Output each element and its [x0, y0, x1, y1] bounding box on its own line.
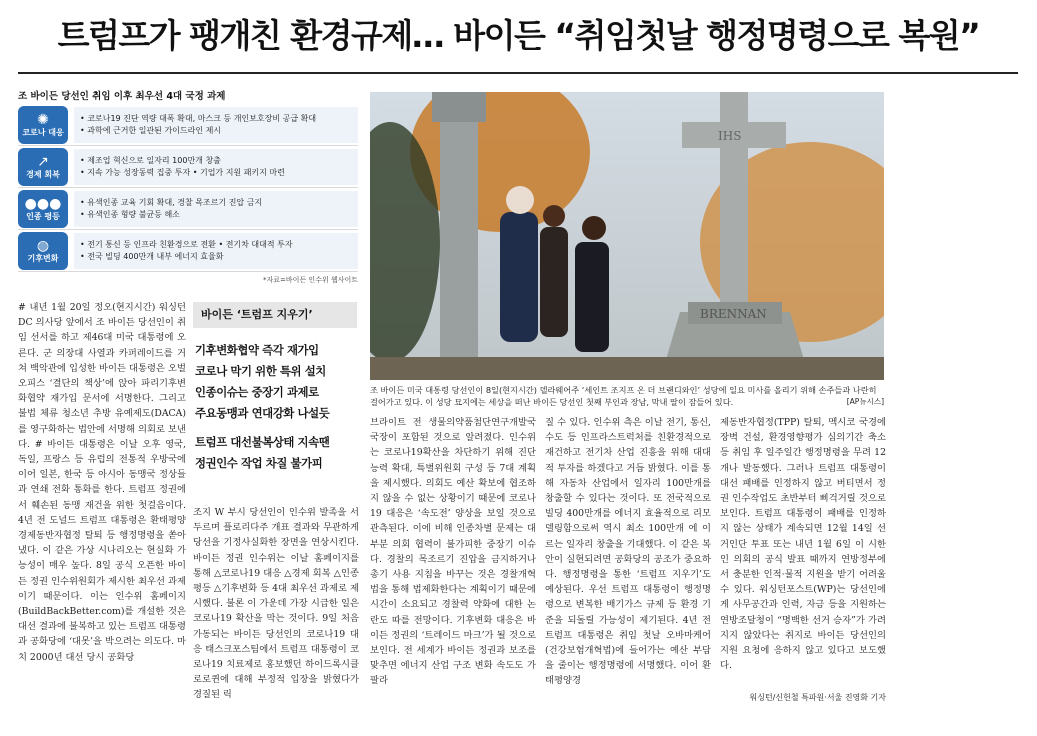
- byline: 워싱턴/신헌철 특파원·서울 진영화 기자: [749, 693, 886, 702]
- infographic-item: • 코로나19 진단 역량 대폭 확대, 마스크 등 개인보호장비 공급 확대: [80, 113, 317, 123]
- sidebar-box-title: 바이든 ‘트럼프 지우기’: [193, 302, 357, 328]
- headline: 트럼프가 팽개친 환경규제… 바이든 “취임첫날 행정명령으로 복원”: [57, 16, 980, 55]
- article-column-1: # 내년 1월 20일 정오(현지시간) 워싱턴DC 의사당 앞에서 조 바이든 당선인이 취임 선서를 하고 제46대 미국 대통령에 오른다. 군 의장대 사열과 카퍼레이드를 거쳐 백악관에 입성한 바이든 대통령은 오벌오피스 ‘결단의 책상’에 앉아 파리기후변화협약 재가입 문서에 서명한다. 그리고 불법 체류 청소년 추방 유예제도(DACA)를 영구화하는 법안에 서명해 의회로 보낸다. # 바이든 대통령은 이날 오후 영국, 독일, 프랑스 등 유럽의 전통적 우방국에 이어 일본, 한국 등 아시아 동맹국 정상들과 연쇄 전화 통화를 한다. 트럼프 정권에서 훼손된 동맹 재건을 위한 첫걸음이다. 4년 전 도널드 트럼프 대통령은 환태평양경제동반자협정 탈퇴 등 행정명령을 쏟아냈다. 이 같은 가상 시나리오는 현실화 가능성이 매우 높다. 8일 공식 오픈한 바이든 정권 인수위원회가 제시한 최우선 과제이기 때문이다. 이는 인수위 홈페이지(BuildBackBetter.com)를 개설한 것은 대선 결과에 불복하고 있는 트럼프 대통령과 공화당에 ‘대못’을 박으려는 의도다. 마치 2000년 대선 당시 공화당: [18, 302, 186, 663]
- infographic-item: • 지속 가능 성장동력 집중 투자 • 기업가 지원 패키지 마련: [80, 167, 285, 177]
- subheads: [195, 340, 361, 474]
- headline-rule: [18, 72, 1018, 74]
- infographic-item: • 제조업 혁신으로 일자리 100만개 창출: [80, 155, 221, 165]
- infographic-item: • 과학에 근거한 일관된 가이드라인 제시: [80, 125, 222, 135]
- photo-credit: [AP뉴시스]: [846, 397, 884, 406]
- subhead: 트럼프 대선불복상태 지속땐: [195, 435, 330, 449]
- article-column-5: 제동반자협정(TPP) 탈퇴, 멕시코 국경에 장벽 건설, 환경영향평가 심의기간 축소 등 취임 후 일주일간 행정명령을 무려 12개나 발동했다. 그러나 트럼프 대통령이 대선 패배를 인정하지 않고 버티면서 정권 인수작업도 초반부터 삐걱거릴 것으로 보인다. 트럼프 대통령이 패배를 인정하지 않는 상태가 계속되면 12월 14일 선거인단 투표 또는 내년 1월 6일 이 시한인 의회의 공식 발표 때까지 연방정부에서 충분한 인적·물적 지원을 받기 어려울 수 있다. 워싱턴포스트(WP)는 당선인에게 사무공간과 인력, 자금 등을 지원하는 연방조달청이 “명백한 선거 승자”가 가려지지 않았다는 취지로 바이든 당선인의 지원 요청에 응하지 않고 있다고 보도했다.: [720, 417, 886, 672]
- headstone-text: BRENNAN: [700, 307, 767, 321]
- infographic-source: *자료=바이든 인수위 웹사이트: [263, 276, 358, 284]
- infographic-item: • 유색인종 교육 기회 확대, 경찰 목조르기 진압 금지: [80, 197, 263, 207]
- infographic-title: 조 바이든 당선인 취임 이후 최우선 4대 국정 과제: [18, 91, 226, 102]
- infographic-row: [18, 146, 358, 188]
- people-icon: ●●● 인종 평등: [18, 190, 68, 228]
- infographic-item: • 전기 통신 등 인프라 친환경으로 전환 • 전기차 대대적 투자: [80, 239, 293, 249]
- infographic-row: [18, 230, 358, 272]
- infographic: [18, 90, 358, 290]
- subhead: 주요동맹과 연대강화 나설듯: [195, 406, 330, 420]
- news-photo: [370, 92, 884, 380]
- subhead: 코로나 막기 위한 특위 설치: [195, 364, 326, 378]
- subhead: 인종이슈는 중장기 과제로: [195, 385, 319, 399]
- photo-caption: 조 바이든 미국 대통령 당선인이 8일(현지시간) 델라웨어주 ‘세인트 조지프 온 더 브랜디와인’ 성당에 일요 미사를 올리기 위해 손주들과 나란히 걸어가고 있다. 이 성당 묘지에는 세상을 떠난 바이든 당선인 첫째 부인과 장남, 막내 딸이 잠들어 있다. [AP뉴시스]: [370, 385, 884, 407]
- article-column-3: 브라이트 전 생물의약품첨단연구개발국 국장이 포함된 것으로 알려졌다. 인수위는 코로나19확산을 차단하기 위해 진단 능력 확대, 특별위원회 구성 등 7대 계획을 제시했다. 의회도 예산 확보에 협조하지 않을 수 없는 상황이기 때문에 코로나19 대응은 ‘속도전’ 양상을 보일 것으로 관측된다. 이에 비해 인종차별 문제는 대부분 의회 협력이 불가피한 중장기 이슈다. 경찰의 목조르기 진압을 금지하거나 총기 사용 지침을 바꾸는 것은 경찰개혁법을 통해 법제화한다는 계획이기 때문에 시간이 소요되고 경찰력 약화에 대한 논란도 따를 전망이다. 기후변화 대응은 바이든 정권의 ‘트레이드 마크’가 될 것으로 보인다. 전 세계가 바이든 정권과 보조를 맞추면 에너지 산업 구조 변화 속도도 가팔라: [370, 417, 536, 687]
- infographic-item: • 유색인종 형량 불균등 해소: [80, 209, 180, 219]
- infographic-row: [18, 104, 358, 146]
- subhead: 정권인수 작업 차질 불가피: [195, 456, 323, 470]
- article-column-4: 질 수 있다. 인수위 측은 이날 전기, 통신, 수도 등 인프라스트럭처를 친환경적으로 재건하고 전기차 산업 진흥을 위해 대대적 투자를 하겠다고 거듭 밝혔다. 이를 통해 자동차 산업에서 일자리 100만개를 창출할 수 있다는 것이다. 또 전국적으로 빌딩 400만개를 에너지 효율적으로 리모델링함으로써 역시 최소 100만개 에 이르는 일자리 창출을 기대했다. 이 같은 복안이 실현되려면 공화당의 공조가 중요하다. 행정명령을 통한 ‘트럼프 지우기’도 예상된다. 우선 트럼프 대통령이 행정명령으로 변복한 배기가스 규제 등 환경 기준을 되돌릴 가능성이 제기된다. 4년 전 트럼프 대통령은 취임 첫날 오바마케어(건강보험개혁법)에 들어가는 예산 부담을 줄이는 행정명령에 서명했다. 이어 환태평양경: [545, 417, 711, 687]
- virus-icon: ✺ 코로나 대응: [18, 106, 68, 144]
- infographic-item: • 전국 빌딩 400만개 내부 에너지 효율화: [80, 251, 224, 261]
- cross-text: IHS: [718, 129, 742, 143]
- article-column-2: 조지 W 부시 당선인이 인수위 발족을 서두르며 플로리다주 개표 결과와 무관하게 당선을 기정사실화한 장면을 연상시킨다. 바이든 정권 인수위는 이날 홈페이지를 통해 △코로나19 대응 △경제 회복 △인종 평등 △기후변화 등 4대 최우선 과제로 제시했다. 불론 이 가운데 가장 시급한 일은 코로나19 확산을 막는 것이다. 9일 처음 가동되는 바이든 당선인의 코로나19 대응 태스크포스팀에서 트럼프 대통령이 코로나19 치료제로 홍보했던 하이드록시클로로퀸에 대해 부정적 입장을 밝혔다가 경질된 릭: [193, 507, 359, 701]
- infographic-row: [18, 188, 358, 230]
- globe-icon: ◍ 기후변화: [18, 232, 68, 270]
- chart-up-icon: ↗ 경제 회복: [18, 148, 68, 186]
- subhead: 기후변화협약 즉각 재가입: [195, 343, 319, 357]
